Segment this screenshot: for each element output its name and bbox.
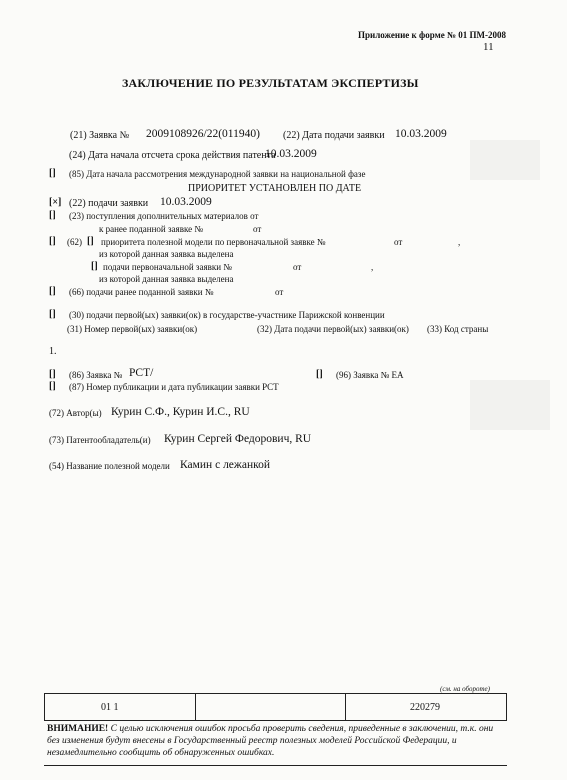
filing-date-label: (22) Дата подачи заявки	[283, 130, 385, 141]
original-filing-comma: ,	[371, 262, 374, 272]
model-name-label: (54) Название полезной модели	[49, 461, 170, 471]
additional-materials-label: (23) поступления дополнительных материалов от	[69, 211, 259, 221]
earlier-filed-from: от	[275, 287, 284, 297]
original-filing-note: из которой данная заявка выделена	[99, 274, 234, 284]
appendix-note: Приложение к форме № 01 ПМ-2008	[358, 30, 506, 40]
earlier-priority-sub-from: от	[394, 237, 403, 247]
see-reverse-note: (см. на обороте)	[440, 685, 490, 693]
patent-holder-label: (73) Патентообладатель(и)	[49, 435, 151, 445]
patent-holder-value: Курин Сергей Федорович, RU	[164, 433, 312, 445]
earlier-priority-checkbox: []	[49, 236, 56, 247]
patent-term-label: (24) Дата начала отсчета срока действия патента	[69, 150, 276, 161]
warning-lead: ВНИМАНИЕ!	[47, 724, 109, 734]
footer-cell-id: 220279	[410, 702, 440, 713]
warning-notice	[47, 723, 505, 759]
bottom-rule	[44, 765, 507, 766]
additional-materials-sub: к ранее поданной заявке №	[99, 224, 203, 234]
national-phase-checkbox: []	[49, 168, 56, 179]
priority-filing-value: 10.03.2009	[160, 196, 212, 208]
earlier-priority-sub-checkbox: []	[87, 236, 94, 247]
additional-materials-checkbox: []	[49, 210, 56, 221]
ea-checkbox: []	[316, 369, 323, 380]
warning-text: С целью исключения ошибок просьба проверить сведения, приведенные в заключении, т.к. они без изменения будут внесены в Государственный реестр полезных моделей Российской Федерации, и незамедлительно сообщить об обнаруженных ошибках.	[47, 724, 494, 758]
scan-shadow	[470, 380, 550, 430]
pct-value: PCT/	[129, 367, 154, 379]
original-filing-label: подачи первоначальной заявки №	[103, 262, 232, 272]
priority-heading: ПРИОРИТЕТ УСТАНОВЛЕН ПО ДАТЕ	[188, 183, 362, 194]
footer-cell-form-code: 01 1	[101, 702, 119, 713]
footer-divider	[195, 694, 196, 720]
filing-date-value: 10.03.2009	[395, 128, 447, 140]
priority-row-number: 1.	[49, 346, 57, 357]
national-phase-label: (85) Дата начала рассмотрения международной заявки на национальной фазе	[69, 169, 366, 179]
country-code-header: (33) Код страны	[427, 324, 489, 334]
earlier-priority-sub-note: из которой данная заявка выделена	[99, 249, 234, 259]
pct-checkbox: []	[49, 369, 56, 380]
paris-convention-label: (30) подачи первой(ых) заявки(ок) в государстве-участнике Парижской конвенции	[69, 310, 385, 320]
pct-publication-label: (87) Номер публикации и дата публикации заявки PCT	[69, 382, 279, 392]
additional-materials-from: от	[253, 224, 262, 234]
earlier-filed-checkbox: []	[49, 286, 56, 297]
ea-label: (96) Заявка № ЕА	[336, 370, 404, 380]
original-filing-checkbox: []	[91, 261, 98, 272]
application-number-label: (21) Заявка №	[70, 130, 130, 141]
earlier-priority-sub-comma: ,	[458, 237, 461, 247]
patent-term-value: 10.03.2009	[265, 148, 317, 160]
document-title: ЗАКЛЮЧЕНИЕ ПО РЕЗУЛЬТАТАМ ЭКСПЕРТИЗЫ	[122, 76, 419, 90]
pct-publication-checkbox: []	[49, 381, 56, 392]
earlier-priority-label: (62)	[67, 237, 82, 247]
first-application-date-header: (32) Дата подачи первой(ых) заявки(ок)	[257, 324, 409, 334]
earlier-filed-label: (66) подачи ранее поданной заявки №	[69, 287, 214, 297]
footer-divider	[345, 694, 346, 720]
original-filing-from: от	[293, 262, 302, 272]
paris-convention-checkbox: []	[49, 309, 56, 320]
footer-table	[44, 693, 507, 721]
model-name-value: Камин с лежанкой	[180, 459, 271, 471]
earlier-priority-sub-label: приоритета полезной модели по первоначальной заявке №	[101, 237, 326, 247]
first-application-number-header: (31) Номер первой(ых) заявки(ок)	[67, 324, 198, 334]
application-number-value: 2009108926/22(011940)	[146, 128, 260, 140]
page-number: 11	[483, 41, 494, 53]
priority-filing-checkbox: [×]	[49, 197, 62, 208]
priority-filing-label: (22) подачи заявки	[69, 198, 149, 209]
authors-value: Курин С.Ф., Курин И.С., RU	[111, 406, 250, 418]
scan-shadow	[470, 140, 540, 180]
authors-label: (72) Автор(ы)	[49, 408, 102, 418]
pct-label: (86) Заявка №	[69, 370, 123, 380]
